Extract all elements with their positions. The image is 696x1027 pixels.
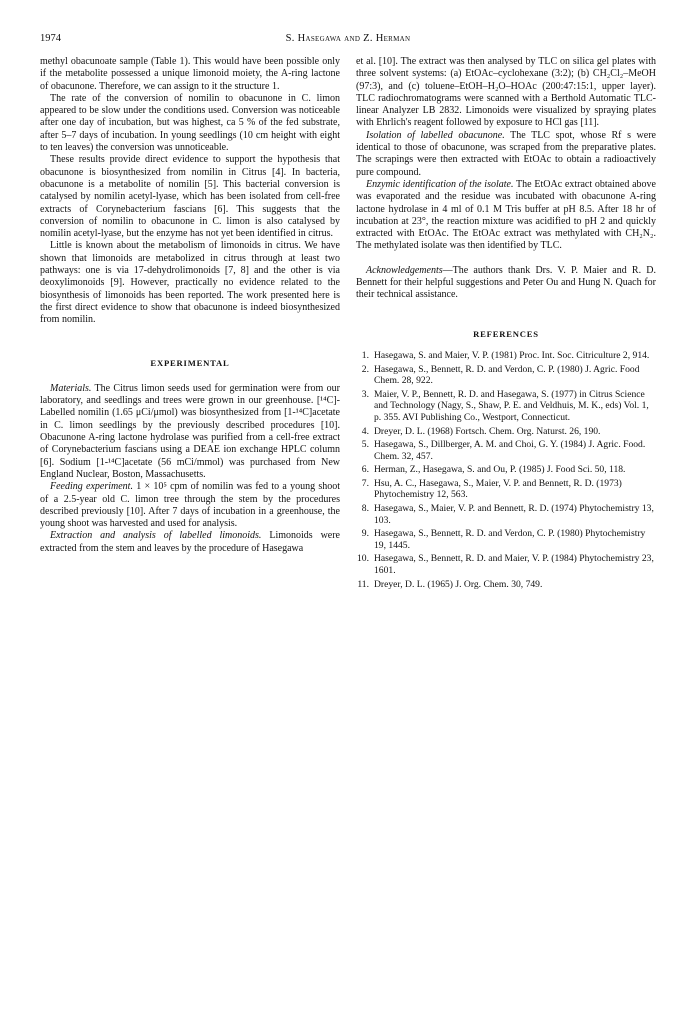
running-head: S. Hasegawa and Z. Herman xyxy=(285,33,411,44)
section-heading-experimental: EXPERIMENTAL xyxy=(150,357,230,368)
reference-item xyxy=(356,364,656,387)
left-column xyxy=(40,56,340,555)
reference-number: 1. xyxy=(361,349,369,361)
reference-number: 10. xyxy=(357,553,369,565)
reference-item xyxy=(356,579,656,591)
reference-text: Herman, Z., Hasegawa, S. and Ou, P. (1985) J. Food Sci. 50, 118. xyxy=(374,464,626,476)
body-paragraph xyxy=(356,130,656,179)
reference-text: Dreyer, D. L. (1968) Fortsch. Chem. Org. Naturst. 26, 190. xyxy=(374,425,601,437)
runin-heading: Enzymic identification of the isolate. xyxy=(366,178,514,190)
reference-text: Hasegawa, S., Bennett, R. D. and Verdon, C. P. (1980) J. Agric. Food Chem. 28, 922. xyxy=(374,363,640,387)
reference-text: Hasegawa, S., Maier, V. P. and Bennett, R. D. (1974) Phytochemistry 13, 103. xyxy=(374,503,654,526)
reference-item xyxy=(356,528,656,551)
reference-item xyxy=(356,503,656,526)
runin-heading: Isolation of labelled obacunone. xyxy=(366,129,505,141)
paragraph-text: The EtOAc extract obtained above was evaporated and the residue was incubated with obacunone A-ring lactone hydrolase in 4 ml of 0.1 M Tris buffer at pH 8.5. After 18 hr of incubation at 23°, the reaction mixture was acidified to pH 2 and quickly extracted with EtOAc. The EtOAc extract was methylated with CH₂N₂. The methylated isolate was then identified by TLC. xyxy=(356,178,656,252)
reference-item xyxy=(356,439,656,462)
reference-number: 4. xyxy=(361,425,369,437)
reference-text: Hasegawa, S., Bennett, R. D. and Verdon, C. P. (1980) Phytochemistry 19, 1445. xyxy=(374,528,646,551)
paragraph-text: 1 × 10⁵ cpm of nomilin was fed to a young shoot of a 2.5-year old C. limon tree through the stem by the procedures described previously [10]. After 7 days of incubation in a greenhouse, the young shoot was harvested and used for analysis. xyxy=(40,481,341,530)
reference-item xyxy=(356,553,656,576)
paragraph-text: The Citrus limon seeds used for germination were from our laboratory, and seedlings and trees were grown in our greenhouse. [¹⁴C]-Labelled nomilin (1.65 μCi/μmol) was biosynthesized from [1-¹⁴C]acetate in C. limon seedlings by the previously described procedures [10]. Obacunone A-ring lactone hydrolase was purified from a cell-free extract of Corynebacterium fascians using a DEAE ion exchange HPLC column [6]. Sodium [1-¹⁴C]acetate (56 mCi/mmol) was purchased from New England Nuclear, Boston, Massachusetts. xyxy=(40,382,340,480)
paragraph-text: Limonoids were extracted from the stem and leaves by the procedure of Hasegawa xyxy=(40,530,341,554)
page-number: 1974 xyxy=(40,33,61,44)
reference-item xyxy=(356,464,656,476)
experimental-paragraph xyxy=(40,383,340,481)
reference-number: 11. xyxy=(357,578,369,590)
reference-number: 2. xyxy=(361,363,369,375)
body-paragraph xyxy=(356,179,656,253)
acknowledgements xyxy=(356,265,656,302)
reference-number: 3. xyxy=(361,388,369,400)
body-paragraph: The rate of the conversion of nomilin to obacunone in C. limon appeared to be slow under the conditions used. Conversion was noticeable after one day of incubation, but was highest, ca 5 % of the fed substrate, after 5–7 days of incubation. In young seedlings (10 cm height with eight to ten leaves) the conversion was unnoticeable. xyxy=(40,92,340,154)
acknowledgements-heading: Acknowledgements xyxy=(366,264,443,276)
body-paragraph: methyl obacunoate sample (Table 1). This would have been possible only if the metabolite possessed a unique limonoid moiety, the A-ring lactone of obacunone. Therefore, we can assign to it the structure 1. xyxy=(40,56,340,92)
body-paragraph: Little is known about the metabolism of limonoids in citrus. We have shown that limonoids are metabolized in citrus through at least two pathways: one is via 17-dehydrolimonoids [7, 8] and the other is via deoxylimonoids [9]. However, practically no evidence related to the biosynthesis of limonoids has been reported. The work presented here is the first direct evidence to show that obacunone is indeed biosynthesized from nomilin. xyxy=(40,240,340,326)
reference-number: 8. xyxy=(361,503,369,515)
paragraph-text: The TLC spot, whose Rf s were identical to those of obacunone, was scraped from the preparative plates. The scrapings were then extracted with EtOAc to obtain a radioactively pure compound. xyxy=(356,129,656,178)
references-list xyxy=(356,350,656,590)
reference-text: Dreyer, D. L. (1965) J. Org. Chem. 30, 749. xyxy=(374,578,543,590)
reference-text: Hasegawa, S., Bennett, R. D. and Maier, V. P. (1984) Phytochemistry 23, 1601. xyxy=(374,553,654,577)
page-header xyxy=(40,33,656,47)
body-paragraph: These results provide direct evidence to support the hypothesis that obacunone is biosynthesized from nomilin in Citrus [4]. In bacteria, obacunone is a metabolite of nomilin [5]. This bacterial conversion is catalysed by nomilin acetyl-lyase, which has been isolated from cell-free extracts of Corynebacterium fascians [6]. This suggests that the conversion of nomilin to obacunone in C. limon is also catalysed by nomilin acetyl-lyase, but the enzyme has not yet been identified in citrus. xyxy=(40,154,340,240)
reference-item xyxy=(356,389,656,424)
reference-item xyxy=(356,478,656,501)
reference-text: Hasegawa, S., Dillberger, A. M. and Choi, G. Y. (1984) J. Agric. Food. Chem. 32, 457. xyxy=(374,439,646,462)
reference-number: 5. xyxy=(361,439,369,451)
reference-number: 6. xyxy=(361,464,369,476)
paragraph-text: et al. [10]. The extract was then analysed by TLC on silica gel plates with three solvent systems: (a) EtOAc–cyclohexane (3:2); (b) CH₂Cl₂–MeOH (97:3), and (c) toluene–EtOH–H₂O–HOAc (200:47:15:1, upper layer). TLC radiochromatograms were scanned with a Berthold Automatic TLC-linear Analyzer LB 2832. Limonoids were visualized by spraying plates with Ehrlich's reagent followed by exposure to HCl gas [11]. xyxy=(356,56,656,129)
reference-item xyxy=(356,350,656,362)
section-heading-references: REFERENCES xyxy=(473,328,539,339)
runin-heading: Feeding experiment. xyxy=(50,481,133,493)
reference-number: 9. xyxy=(361,528,369,540)
runin-heading: Materials. xyxy=(50,382,92,394)
reference-text: Hsu, A. C., Hasegawa, S., Maier, V. P. and Bennett, R. D. (1973) Phytochemistry 12, 563. xyxy=(374,477,622,501)
acknowledgements-text: —The authors thank Drs. V. P. Maier and R. D. Bennett for their helpful suggestions and Peter Ou and Hung N. Quach for their technical assistance. xyxy=(356,264,656,301)
reference-text: Hasegawa, S. and Maier, V. P. (1981) Proc. Int. Soc. Citriculture 2, 914. xyxy=(374,349,650,361)
runin-heading: Extraction and analysis of labelled limonoids. xyxy=(50,530,262,542)
reference-item xyxy=(356,426,656,438)
reference-number: 7. xyxy=(361,477,369,489)
reference-text: Maier, V. P., Bennett, R. D. and Hasegawa, S. (1977) in Citrus Science and Technology (Nagy, S., Shaw, P. E. and Veldhuis, M. K., eds) Vol. 1, p. 355. AVI Publishing Co., Westport, Connecticut. xyxy=(374,388,649,423)
body-paragraph xyxy=(356,56,656,130)
right-column xyxy=(356,56,656,592)
experimental-paragraph xyxy=(40,530,340,555)
experimental-paragraph xyxy=(40,481,340,530)
